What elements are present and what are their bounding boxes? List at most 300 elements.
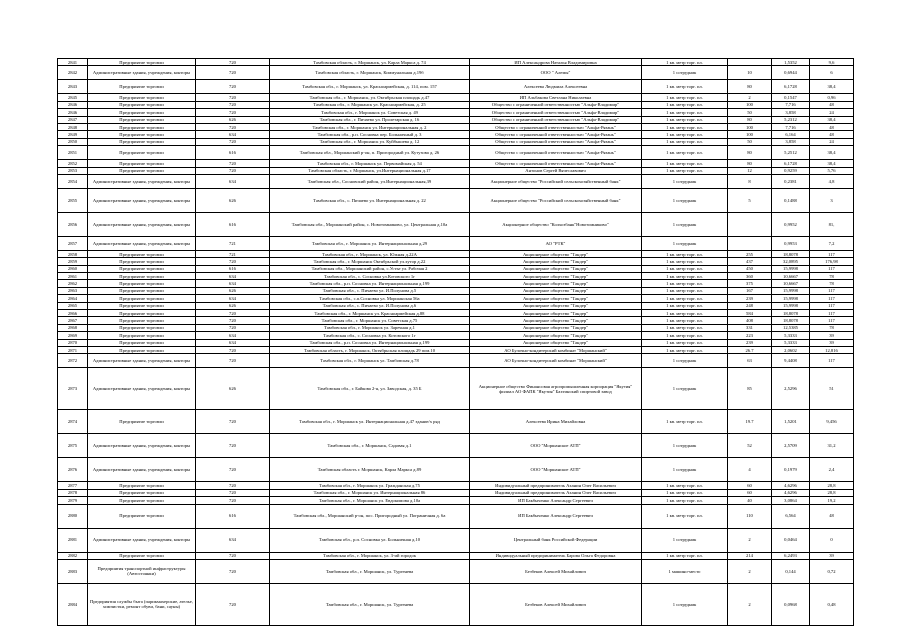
norm-cell: 2,5296 [772,368,810,410]
organization-cell: Общество с ограниченной ответственностью "Альфа-Рязань" [470,138,642,145]
object-type-cell: Предприятие торговли [88,317,196,324]
address-cell: Тамбовская обл., г. Моршанск, ул. 3-ий городок [270,552,470,559]
norm-cell: 9,4408 [772,354,810,368]
row-number-cell: 2882 [58,552,88,559]
table-row [58,354,854,368]
quantity-cell: 80 [728,80,772,94]
code-cell: 720 [196,66,270,80]
organization-cell: Акционерное общество "Тандер" [470,317,642,324]
norm-cell: 0,9953 [772,236,810,250]
norm-cell: 7,716 [772,123,810,130]
total-cell: 31,2 [810,434,854,458]
total-cell: 117 [810,354,854,368]
norm-cell: 6,1728 [772,160,810,167]
quantity-cell: 375 [728,280,772,287]
unit-cell: 1 кв. метр торг. пл. [642,489,728,496]
address-cell: Тамбовская обл., г. Моршанск, ул. Красноармейская, д. 114, пом. 157 [270,80,470,94]
row-number-cell: 2878 [58,489,88,496]
row-number-cell: 2881 [58,528,88,552]
address-cell: Тамбовская обл., с. Сосновка ул.Котовского 1г [270,273,470,280]
code-cell: 634 [196,332,270,339]
norm-cell: 15,9998 [772,295,810,302]
code-cell: 720 [196,167,270,174]
object-type-cell: Предприятие торговли [88,258,196,265]
row-number-cell: 2871 [58,346,88,353]
row-number-cell: 2843 [58,80,88,94]
table-row [58,280,854,287]
code-cell: 616 [196,146,270,160]
row-number-cell: 2854 [58,174,88,188]
object-type-cell: Административные здания, учреждения, конторы [88,458,196,482]
quantity-cell: 450 [728,265,772,272]
address-cell: Тамбовская обл., г. Моршанск ул. Гражданская д.75 [270,482,470,489]
row-number-cell: 2869 [58,332,88,339]
norm-cell: 10,6667 [772,273,810,280]
table-row [58,410,854,434]
row-number-cell: 2845 [58,94,88,101]
unit-cell: 1 кв. метр торг. пл. [642,80,728,94]
unit-cell: 1 кв. метр торг. пл. [642,295,728,302]
organization-cell: ИП Александрова Наталья Владимировна [470,59,642,66]
total-cell: 117 [810,250,854,257]
address-cell: Тамбовская обл., г. Моршанск ул. Тамбовская д.78 [270,354,470,368]
quantity-cell: 50 [728,109,772,116]
organization-cell: Безбеков Алексей Михайлович [470,559,642,583]
object-type-cell: Административные здания, учреждения, конторы [88,212,196,236]
unit-cell: 1 кв. метр торг. пл. [642,310,728,317]
quantity-cell [728,236,772,250]
norm-cell: 0,2381 [772,174,810,188]
table-row [58,116,854,123]
row-number-cell: 2841 [58,59,88,66]
quantity-cell: 60 [728,482,772,489]
row-number-cell: 2875 [58,434,88,458]
quantity-cell: 5 [728,188,772,212]
quantity-cell: 110 [728,504,772,528]
quantity-cell: 52 [728,434,772,458]
quantity-cell: 2 [728,583,772,625]
address-cell: Тамбовская обл., с. Пичаево ул. И.Полунова д.5 [270,287,470,294]
address-cell: Тамбовская обл., г. Моршанск ул. Советская д. 49 [270,109,470,116]
norm-cell: 3,858 [772,138,810,145]
unit-cell: 1 кв. метр торг. пл. [642,346,728,353]
norm-cell: 15,9998 [772,287,810,294]
table-row [58,310,854,317]
total-cell: 39 [810,552,854,559]
total-cell: 78 [810,273,854,280]
row-number-cell: 2846 [58,109,88,116]
row-number-cell: 2880 [58,504,88,528]
row-number-cell: 2866 [58,310,88,317]
total-cell: 117 [810,310,854,317]
total-cell: 12,816 [810,346,854,353]
norm-cell: 0,1488 [772,188,810,212]
total-cell: 0,96 [810,94,854,101]
table-row [58,302,854,309]
norm-cell: 0,0464 [772,528,810,552]
code-cell: 634 [196,280,270,287]
data-table [57,58,854,626]
organization-cell: Акционерное общество "Российский сельскохозяйственный банк" [470,188,642,212]
total-cell: 117 [810,287,854,294]
code-cell: 720 [196,346,270,353]
norm-cell: 3,0864 [772,497,810,504]
table-row [58,138,854,145]
object-type-cell: Предприятие торговли [88,167,196,174]
table-row [58,317,854,324]
row-number-cell: 2846 [58,101,88,108]
norm-cell: 6,1728 [772,80,810,94]
table-row [58,324,854,331]
address-cell: Тамбовская обл., г. Моршанск ул. Красноармейская д.88 [270,310,470,317]
total-cell: 2,4 [810,458,854,482]
table-row [58,94,854,101]
organization-cell: Акционерное общество "Тандер" [470,332,642,339]
row-number-cell: 2873 [58,368,88,410]
unit-cell: 1 кв. метр торг. пл. [642,287,728,294]
object-type-cell: Предприятие торговли [88,123,196,130]
unit-cell: 1 сотрудник [642,583,728,625]
unit-cell: 1 сотрудник [642,434,728,458]
address-cell: Тамбовская обл., г. Пичаево ул. Пролетарская д. 16 [270,116,470,123]
organization-cell: Общество с ограниченной ответственностью "Альфа-Владимир" [470,116,642,123]
organization-cell: Акционерное общество "Тандер" [470,250,642,257]
row-number-cell: 2877 [58,482,88,489]
unit-cell: 1 кв. метр торг. пл. [642,482,728,489]
norm-cell: 5,3333 [772,332,810,339]
unit-cell: 1 кв. метр торг. пл. [642,410,728,434]
norm-cell: 2,0602 [772,346,810,353]
code-cell: 634 [196,295,270,302]
table-row [58,287,854,294]
total-cell: 4,8 [810,174,854,188]
quantity-cell: 10 [728,66,772,80]
object-type-cell: Предприятие торговли [88,265,196,272]
total-cell: 0 [810,528,854,552]
total-cell: 38,4 [810,80,854,94]
unit-cell: 1 сотрудник [642,174,728,188]
object-type-cell: Предприятие торговли [88,287,196,294]
row-number-cell: 2852 [58,160,88,167]
address-cell: Тамбовская обл., с. Пичаево ул. И.Полунова д.6 [270,302,470,309]
quantity-cell: 80 [728,116,772,123]
address-cell: Тамбовская обл., г. Моршанск Октябрьской ул.хутор д.22 [270,258,470,265]
norm-cell: 7,716 [772,101,810,108]
object-type-cell: Предприятие торговли [88,489,196,496]
organization-cell: ООО "Моршанское АТП" [470,458,642,482]
total-cell: 9,456 [810,410,854,434]
unit-cell: 1 кв. метр торг. пл. [642,504,728,528]
norm-cell: 0,144 [772,559,810,583]
organization-cell: Акционерное общество "Тандер" [470,265,642,272]
quantity-cell: 40 [728,497,772,504]
total-cell: 0,72 [810,559,854,583]
address-cell: Тамбовская обл., г. Байкова 2-я, ул. Заводская, д. 35 Б [270,368,470,410]
object-type-cell: Предприятие торговли [88,339,196,346]
norm-cell: 18,8078 [772,250,810,257]
table-row [58,489,854,496]
quantity-cell: 8 [728,174,772,188]
row-number-cell: 2851 [58,146,88,160]
object-type-cell: Предприятие торговли [88,302,196,309]
total-cell: 38,4 [810,116,854,123]
organization-cell: Акционерное общество "Тандер" [470,287,642,294]
organization-cell: Индивидуальный предприниматель Аханин Олег Васильевич [470,489,642,496]
quantity-cell: 239 [728,339,772,346]
total-cell: 0,48 [810,583,854,625]
norm-cell: 0,9952 [772,212,810,236]
table-row [58,101,854,108]
row-number-cell: 2879 [58,497,88,504]
address-cell: Тамбовская обл., г. Моршанск ул. Интернациональная д.29 [270,236,470,250]
code-cell: 720 [196,317,270,324]
row-number-cell: 2858 [58,250,88,257]
total-cell: 38,4 [810,146,854,160]
row-number-cell: 2876 [58,458,88,482]
quantity-cell: 60 [728,489,772,496]
norm-cell: 6,2493 [772,552,810,559]
unit-cell: 1 сотрудник [642,212,728,236]
quantity-cell: 255 [728,250,772,257]
organization-cell: Общество с ограниченной ответственностью "Альфа-Рязань" [470,146,642,160]
organization-cell: Индивидуальный предприниматель Аханин Олег Васильевич [470,482,642,489]
address-cell: Тамбовская обл., г. Моршанск ул. Интернациональная д. 2 [270,123,470,130]
total-cell: 78 [810,324,854,331]
object-type-cell: Предприятие торговли [88,80,196,94]
organization-cell: Акционерное общество "Российский сельскохозяйственный банк" [470,174,642,188]
unit-cell: 1 кв. метр торг. пл. [642,94,728,101]
quantity-cell: 19.7 [728,410,772,434]
table-row [58,482,854,489]
object-type-cell: Предприятие торговли [88,273,196,280]
object-type-cell: Предприятие торговли [88,324,196,331]
total-cell: 28,8 [810,489,854,496]
object-type-cell: Предприятие торговли [88,410,196,434]
organization-cell: АО Булочно-кондитерский комбинат "Моршанский" [470,346,642,353]
address-cell: Тамбовская область г. Моршанск, Карла Маркса д.89 [270,458,470,482]
unit-cell: 1 кв. метр торг. пл. [642,138,728,145]
object-type-cell: Предприятие торговли [88,146,196,160]
table-row [58,528,854,552]
object-type-cell: Предприятие торговли [88,59,196,66]
object-type-cell: Предприятие торговли [88,116,196,123]
organization-cell: Акционерное общество "Тандер" [470,273,642,280]
row-number-cell: 2850 [58,138,88,145]
unit-cell: 1 сотрудник [642,368,728,410]
quantity-cell: 2 [728,559,772,583]
address-cell: Тамбовская обл., г. Моршанск ул. Куйбышева д. 12 [270,138,470,145]
table-row [58,131,854,138]
address-cell: Тамбовская обл., Моршанский р-он, пос. Пригородный ул. Пограничная д. 6а [270,504,470,528]
norm-cell: 6,564 [772,504,810,528]
unit-cell: 1 сотрудник [642,528,728,552]
total-cell: 38,4 [810,160,854,167]
unit-cell: 1 кв. метр торг. пл. [642,258,728,265]
quantity-cell: 2 [728,528,772,552]
code-cell: 634 [196,528,270,552]
table-row [58,504,854,528]
norm-cell: 18,8078 [772,310,810,317]
unit-cell: 1 сотрудник [642,354,728,368]
quantity-cell: 100 [728,101,772,108]
organization-cell: ООО " Алемы" [470,66,642,80]
code-cell: 720 [196,80,270,94]
total-cell: 78 [810,280,854,287]
norm-cell: 0,9259 [772,167,810,174]
object-type-cell: Административные здания, учреждения, конторы [88,236,196,250]
norm-cell: 0,1979 [772,458,810,482]
quantity-cell: 80 [728,160,772,167]
address-cell: Тамбовская обл., Моршанский район, с.Устье ул. Рабочая 2 [270,265,470,272]
address-cell: Тамбовская обл., г. Моршанск ул. Красноармейская, д. 25 [270,101,470,108]
unit-cell: 1 кв. метр торг. пл. [642,273,728,280]
address-cell: Тамбовская обл., г. Моршанск ул. Интернациональная 86 [270,489,470,496]
table-row [58,458,854,482]
organization-cell: Антонов Сергей Вячеславович [470,167,642,174]
table-row [58,109,854,116]
code-cell: 720 [196,123,270,130]
object-type-cell: Предприятие торговли [88,310,196,317]
code-cell: 720 [196,410,270,434]
code-cell: 720 [196,101,270,108]
total-cell: 6 [810,66,854,80]
unit-cell: 1 сотрудник [642,458,728,482]
organization-cell: Акционерное общество "Тандер" [470,302,642,309]
code-cell: 626 [196,287,270,294]
norm-cell: 18,8078 [772,317,810,324]
row-number-cell: 2868 [58,324,88,331]
row-number-cell: 2857 [58,236,88,250]
norm-cell: 5,2512 [772,146,810,160]
unit-cell: 1 кв. метр торг. пл. [642,109,728,116]
object-type-cell: Предприятие торговли [88,131,196,138]
unit-cell: 1 кв. метр торг. пл. [642,324,728,331]
table-row [58,80,854,94]
total-cell: 117 [810,265,854,272]
row-number-cell: 2842 [58,66,88,80]
object-type-cell: Предприятие торговли [88,101,196,108]
address-cell: Тамбовская обл., г. Моршанск, ул. Тургенева [270,559,470,583]
organization-cell: Акционерное общество "Колхозбанк"Новотомниково" [470,212,642,236]
total-cell: 48 [810,123,854,130]
code-cell: 720 [196,482,270,489]
table-row [58,273,854,280]
organization-cell: Алексеева Ирина Михайловна [470,410,642,434]
unit-cell: 1 кв. метр торг. пл. [642,167,728,174]
organization-cell: Акционерное общество "Тандер" [470,324,642,331]
address-cell: Тамбовская обл., с.п.Сосновка ул. Моршанская 56а [270,295,470,302]
quantity-cell: 408 [728,317,772,324]
total-cell: 24 [810,109,854,116]
table-row [58,332,854,339]
organization-cell: Акционерное общество "Тандер" [470,310,642,317]
unit-cell: 1 кв. метр торг. пл. [642,302,728,309]
quantity-cell: 437 [728,258,772,265]
table-row [58,258,854,265]
quantity-cell: 12 [728,167,772,174]
code-cell: 626 [196,188,270,212]
row-number-cell: 2860 [58,265,88,272]
organization-cell: ООО "Моршанское АТП" [470,434,642,458]
quantity-cell [728,212,772,236]
code-cell: 626 [196,302,270,309]
code-cell: 720 [196,59,270,66]
address-cell: Тамбовская обл., р.п. Сосновка ул. Интернациональная д.199 [270,280,470,287]
object-type-cell: Предприятие торговли [88,346,196,353]
address-cell: Тамбовская обл., г. Моршанск, ул. Южная д.22А [270,250,470,257]
total-cell: 48 [810,131,854,138]
code-cell: 720 [196,559,270,583]
total-cell: 19,2 [810,497,854,504]
total-cell: 176,98 [810,258,854,265]
row-number-cell: 2863 [58,287,88,294]
object-type-cell: Административные здания, учреждения, конторы [88,528,196,552]
address-cell: Тамбовская обл., г. Моршанск ул. Евдокимова д.10а [270,497,470,504]
address-cell: Тамбовская область, г. Моршанск, Коммунальная д.19б [270,66,470,80]
quantity-cell: 360 [728,273,772,280]
code-cell: 616 [196,504,270,528]
organization-cell: Центральный банк Российской Федерации [470,528,642,552]
code-cell: 634 [196,131,270,138]
table-row [58,559,854,583]
code-cell: 616 [196,265,270,272]
table-row [58,59,854,66]
table-row [58,66,854,80]
norm-cell: 12,5385 [772,324,810,331]
quantity-cell: 167 [728,287,772,294]
norm-cell: 0,6944 [772,66,810,80]
quantity-cell: 248 [728,302,772,309]
code-cell: 626 [196,116,270,123]
table-row [58,583,854,625]
row-number-cell: 2864 [58,295,88,302]
organization-cell: АО "РТК" [470,236,642,250]
total-cell: 24 [810,138,854,145]
organization-cell: ИП Альбакова Светлана Николаевна [470,94,642,101]
table-row [58,236,854,250]
object-type-cell: Административные здания, учреждения, конторы [88,368,196,410]
code-cell: 616 [196,212,270,236]
object-type-cell: Предприятие торговли [88,482,196,489]
norm-cell: 4,6296 [772,482,810,489]
code-cell: 720 [196,497,270,504]
norm-cell: 3,858 [772,109,810,116]
unit-cell: 1 кв. метр торг. пл. [642,265,728,272]
address-cell: Тамбовская обл., с. Сосновка ул. Котовского 1г [270,332,470,339]
norm-cell: 32,0895 [772,258,810,265]
code-cell: 634 [196,174,270,188]
address-cell: Тамбовская обл., Сосновский район, ул.Интернациональная,39 [270,174,470,188]
norm-cell: 2,5709 [772,434,810,458]
table-row [58,146,854,160]
quantity-cell: 4 [728,458,772,482]
address-cell: Тамбовская обл., г. Моршанск, Садовая д.1 [270,434,470,458]
unit-cell: 1 сотрудник [642,188,728,212]
row-number-cell: 2884 [58,583,88,625]
address-cell: Тамбовская обл., р.п. Сосновка ул. Интернациональная д.199 [270,339,470,346]
code-cell: 720 [196,109,270,116]
address-cell: Тамбовская обл., с. Пичаево ул. Интернациональная д. 22 [270,188,470,212]
code-cell: 721 [196,236,270,250]
table-row [58,250,854,257]
organization-cell: Алексеева Людмила Алексеевна [470,80,642,94]
norm-cell: 5,3333 [772,339,810,346]
unit-cell: 1 сотрудник [642,66,728,80]
unit-cell: 1 сотрудник [642,236,728,250]
total-cell: 3 [810,188,854,212]
object-type-cell: Предприятие торговли [88,138,196,145]
unit-cell: 1 кв. метр торг. пл. [642,317,728,324]
